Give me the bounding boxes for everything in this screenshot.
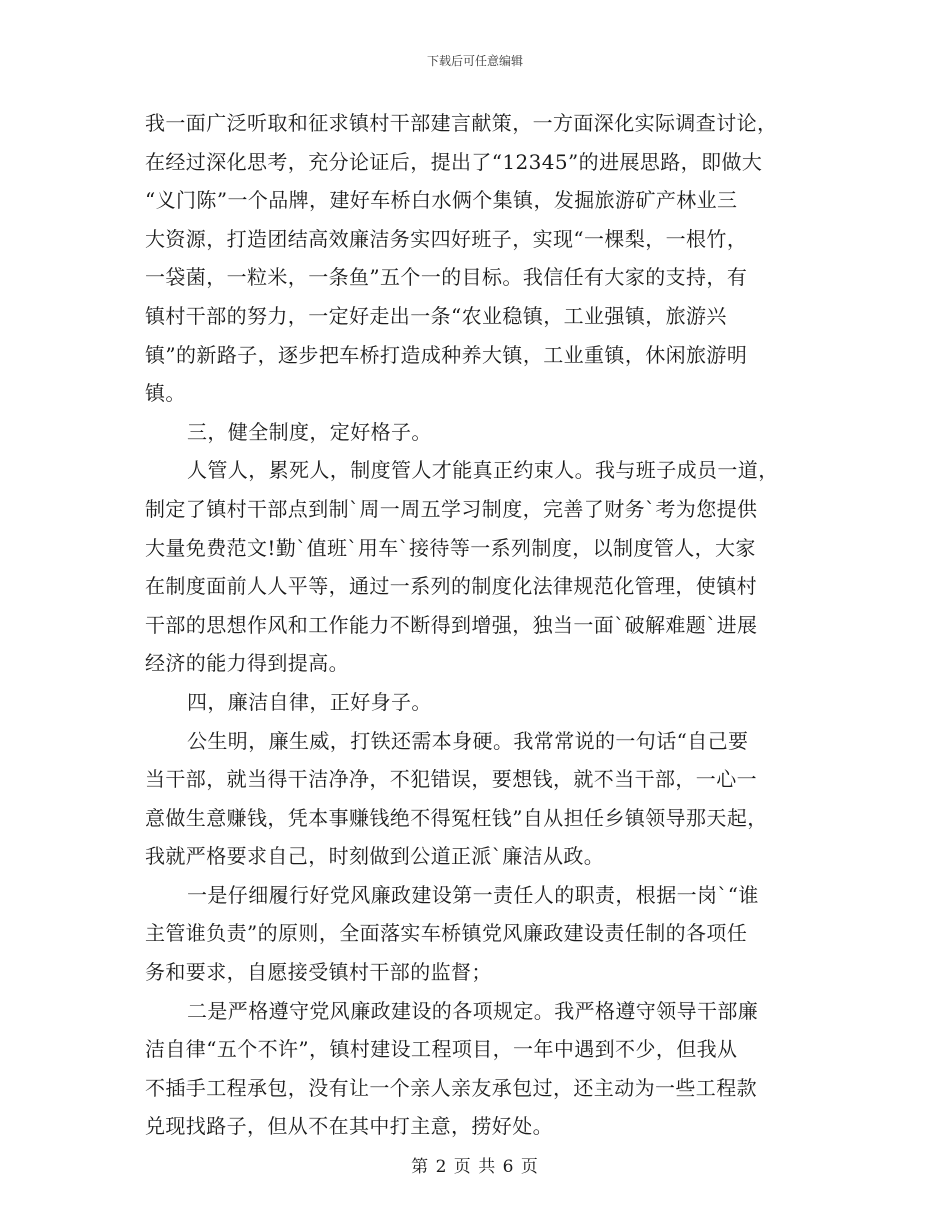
body-line: 公生明，廉生威，打铁还需本身硬。我常常说的一句话“自己要 bbox=[187, 728, 749, 753]
body-line: 经济的能力得到提高。 bbox=[145, 651, 349, 676]
section-heading: 三，健全制度，定好格子。 bbox=[187, 419, 432, 444]
header-note: 下载后可任意编辑 bbox=[426, 54, 523, 68]
body-line: 镇”的新路子，逐步把车桥打造成种养大镇，工业重镇，休闲旅游明 bbox=[145, 342, 748, 367]
body-line: “义门陈”一个品牌，建好车桥白水俩个集镇，发掘旅游矿产林业三 bbox=[145, 188, 738, 213]
body-line: 务和要求，自愿接受镇村干部的监督； bbox=[145, 960, 492, 985]
body-line: 兑现找路子，但从不在其中打主意，捞好处。 bbox=[145, 1114, 553, 1139]
section-heading: 四，廉洁自律，正好身子。 bbox=[187, 689, 432, 714]
body-line: 在经过深化思考，充分论证后，提出了“12345”的进展思路，即做大 bbox=[145, 149, 763, 174]
body-line: 不插手工程承包，没有让一个亲人亲友承包过，还主动为一些工程款 bbox=[145, 1075, 757, 1100]
body-line: 我一面广泛听取和征求镇村干部建言献策，一方面深化实际调查讨论， bbox=[145, 111, 778, 135]
body-line: 镇村干部的努力，一定好走出一条“农业稳镇，工业强镇，旅游兴 bbox=[145, 303, 727, 328]
body-line: 镇。 bbox=[145, 381, 186, 406]
body-line: 大量免费范文!勤`值班`用车`接待等一系列制度，以制度管人，大家 bbox=[145, 535, 756, 560]
body-line: 意做生意赚钱，凭本事赚钱绝不得冤枉钱”自从担任乡镇领导那天起， bbox=[145, 805, 768, 830]
body-line: 洁自律“五个不许”，镇村建设工程项目，一年中遇到不少，但我从 bbox=[145, 1037, 738, 1062]
page-number: 第 2 页 共 6 页 bbox=[411, 1157, 539, 1177]
body-line: 大资源，打造团结高效廉洁务实四好班子，实现“一棵梨，一根竹， bbox=[145, 226, 748, 251]
body-line: 我就严格要求自己，时刻做到公道正派`廉洁从政。 bbox=[145, 844, 605, 869]
body-line: 当干部，就当得干洁净净，不犯错误，要想钱，就不当干部，一心一 bbox=[145, 767, 757, 792]
body-line: 二是严格遵守党风廉政建设的各项规定。我严格遵守领导干部廉 bbox=[187, 998, 759, 1023]
body-line: 一是仔细履行好党风廉政建设第一责任人的职责，根据一岗`“谁 bbox=[187, 882, 759, 907]
body-line: 主管谁负责”的原则，全面落实车桥镇党风廉政建设责任制的各项任 bbox=[145, 921, 748, 946]
body-line: 在制度面前人人平等，通过一系列的制度化法律规范化管理，使镇村 bbox=[145, 574, 757, 599]
body-line: 一袋菌，一粒米，一条鱼”五个一的目标。我信任有大家的支持，有 bbox=[145, 265, 748, 290]
body-line: 制定了镇村干部点到制`周一周五学习制度，完善了财务`考为您提供 bbox=[145, 496, 758, 521]
body-line: 人管人，累死人，制度管人才能真正约束人。我与班子成员一道， bbox=[187, 458, 779, 483]
body-line: 干部的思想作风和工作能力不断得到增强，独当一面`破解难题`进展 bbox=[145, 612, 758, 637]
document-body bbox=[145, 104, 810, 1146]
